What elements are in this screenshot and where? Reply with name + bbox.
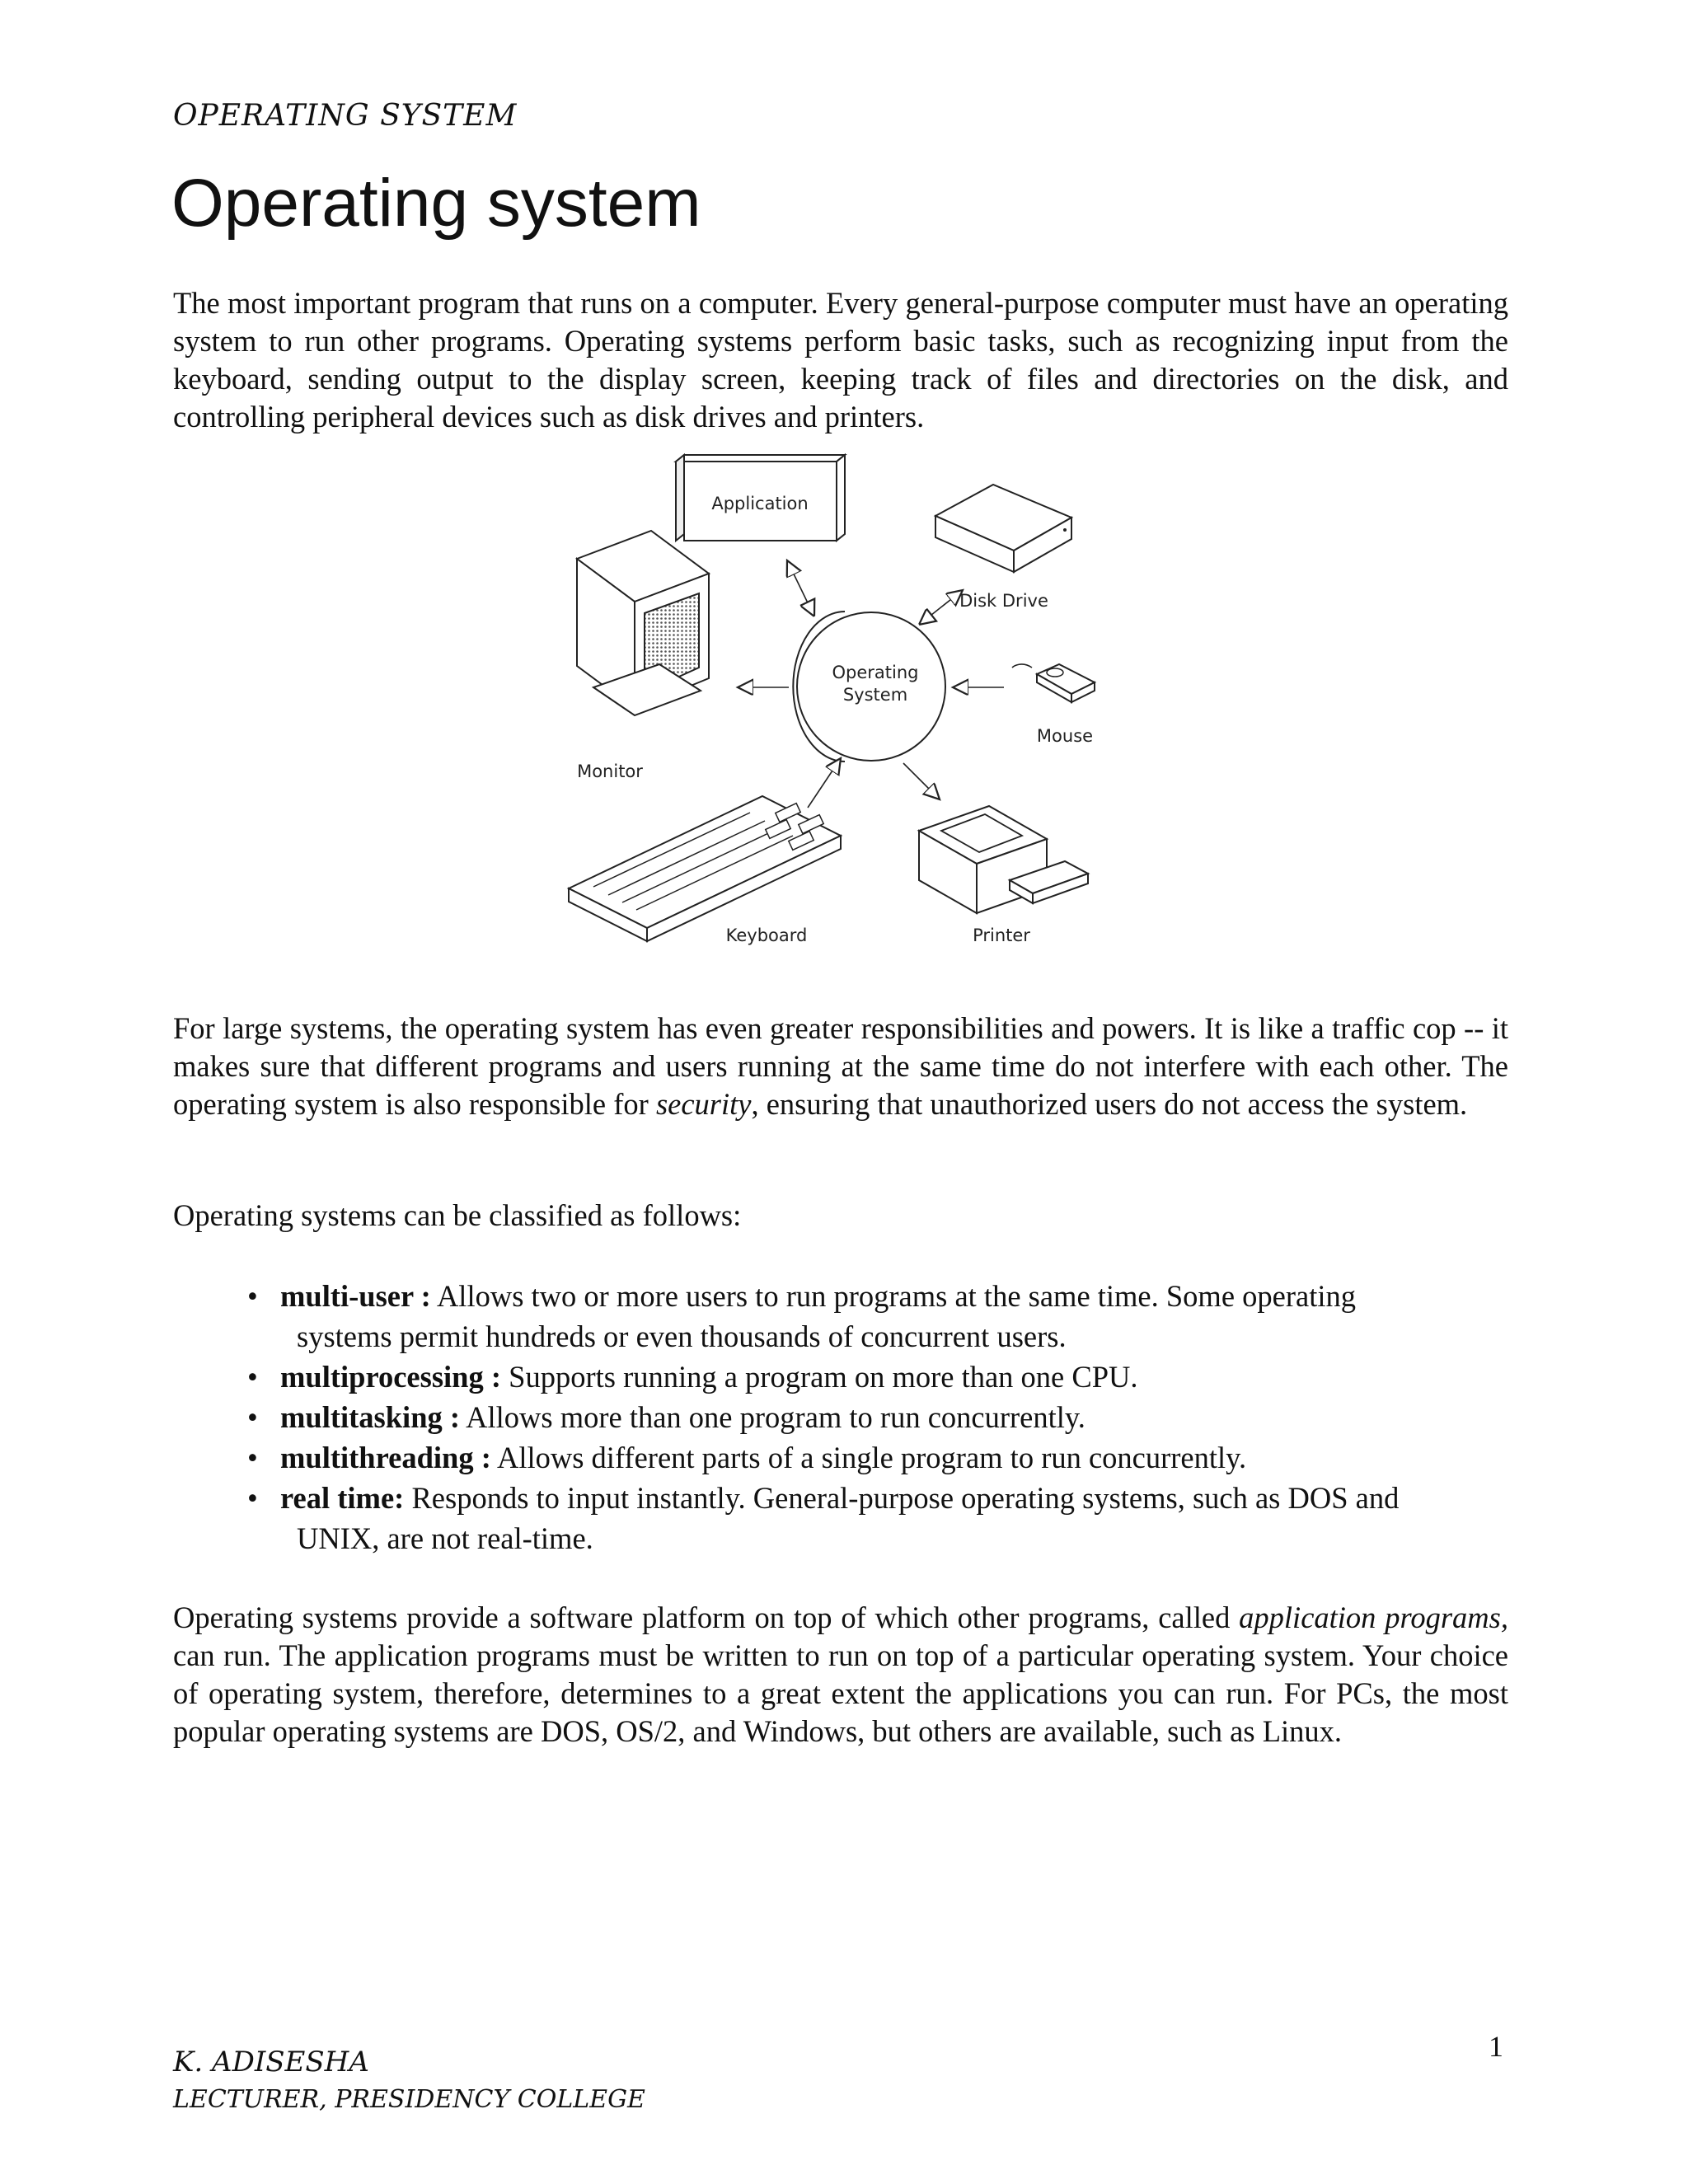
monitor-label: Monitor (577, 762, 643, 781)
list-item-text: Allows different parts of a single program to run concurrently. (490, 1441, 1247, 1474)
bullet-icon: • (247, 1441, 258, 1474)
printer-label: Printer (973, 926, 1030, 945)
large-systems-paragraph (173, 1010, 1508, 1123)
intro-paragraph: The most important program that runs on a computer. Every general-purpose computer must have an operating system to run other programs. Operating systems perform basic tasks, such as recognizing input from the keyboard, sending output to the display screen, keeping track of files and directories on the disk, and controlling peripheral devices such as disk drives and printers. (173, 286, 1508, 434)
application-box (676, 455, 845, 541)
list-item-text: Supports running a program on more than one CPU. (501, 1360, 1138, 1394)
arrow-disk-drive (919, 590, 963, 625)
list-item-term: multiprocessing : (280, 1360, 502, 1394)
os-core-label-line2: System (842, 685, 908, 705)
list-item-term: multitasking : (280, 1400, 461, 1434)
os-core-label-line1: Operating (832, 663, 919, 682)
classification-list (247, 1276, 1508, 1558)
platform-text: Operating systems provide a software platform on top of which other programs, called (173, 1601, 1240, 1634)
os-diagram (560, 452, 1121, 963)
application-programs-emphasis: application programs, (1239, 1601, 1508, 1634)
mouse-label: Mouse (1036, 726, 1094, 746)
large-systems-text: For large systems, the operating system has even greater responsibilities and powers. It is like a traffic cop -- it makes sure that different programs and users running at the same time do not interfere with each other. The operating system is also responsible for (173, 1011, 1508, 1121)
large-systems-text-end: , ensuring that unauthorized users do not access the system. (751, 1087, 1468, 1121)
disk-drive-icon (935, 485, 1071, 611)
security-emphasis: security (655, 1087, 752, 1121)
list-item-term: multithreading : (280, 1441, 491, 1474)
list-item-text: Allows two or more users to run programs at the same time. Some operating (430, 1279, 1356, 1313)
list-item-continuation: UNIX, are not real-time. (297, 1521, 593, 1555)
platform-paragraph (173, 1599, 1508, 1750)
keyboard-icon (569, 796, 841, 945)
page-number: 1 (1489, 2030, 1503, 2063)
running-header: OPERATING SYSTEM (173, 99, 518, 133)
bullet-icon: • (247, 1481, 258, 1515)
monitor-icon (577, 531, 709, 781)
footer-role: LECTURER, PRESIDENCY COLLEGE (173, 2085, 645, 2114)
list-item-term: multi-user : (280, 1279, 431, 1313)
mouse-icon (1012, 664, 1095, 746)
list-item-continuation: systems permit hundreds or even thousands of concurrent users. (297, 1319, 1067, 1353)
disk-drive-label: Disk Drive (959, 591, 1048, 611)
application-label: Application (711, 494, 809, 513)
page-title: Operating system (171, 166, 701, 241)
bullet-icon: • (247, 1360, 258, 1394)
arrow-keyboard (808, 758, 841, 808)
arrow-printer (903, 763, 940, 799)
list-item (247, 1276, 1508, 1357)
footer-author: K. ADISESHA (173, 2046, 369, 2079)
os-core-circle (793, 612, 945, 762)
bullet-icon: • (247, 1279, 258, 1313)
list-item (247, 1397, 1508, 1437)
list-item (247, 1437, 1508, 1478)
bullet-icon: • (247, 1400, 258, 1434)
keyboard-label: Keyboard (725, 926, 808, 945)
platform-text-end: can run. The application programs must be written to run on top of a particular operating system. Your choice of operating system, therefore, determines to a great extent the applications you can run. For PCs, the most popular operating systems are DOS, OS/2, and Windows, but others are available, such as Linux. (173, 1638, 1508, 1748)
classification-intro: Operating systems can be classified as follows: (173, 1198, 742, 1232)
list-item-text: Responds to input instantly. General-purpose operating systems, such as DOS and (404, 1481, 1400, 1515)
printer-icon (919, 806, 1088, 945)
list-item-text: Allows more than one program to run concurrently. (460, 1400, 1085, 1434)
arrow-application (787, 560, 814, 616)
list-item (247, 1357, 1508, 1397)
list-item (247, 1478, 1508, 1558)
list-item-term: real time: (280, 1481, 405, 1515)
